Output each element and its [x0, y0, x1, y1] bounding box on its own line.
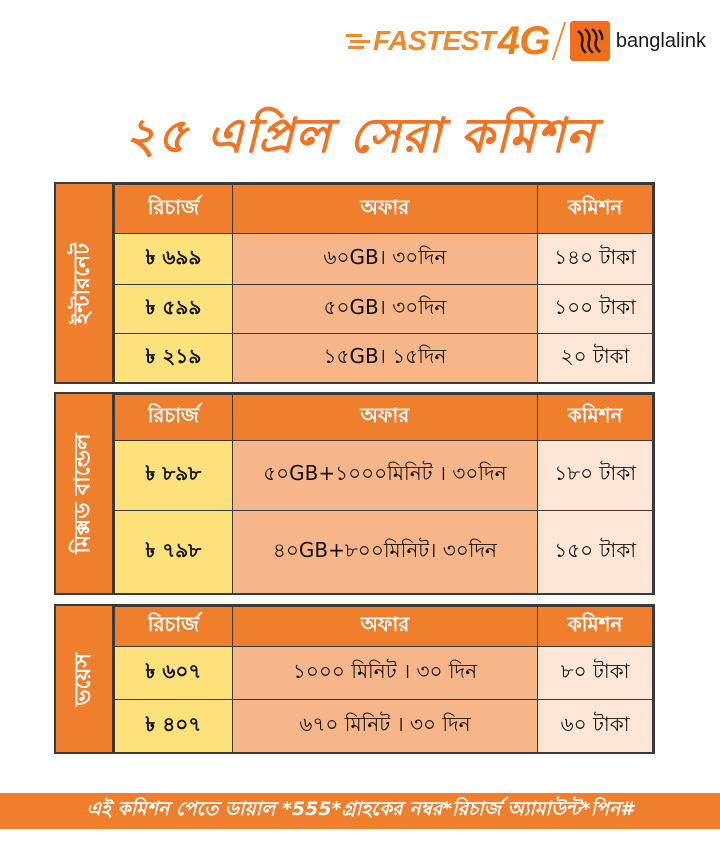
commission-cell: ২০ টাকা — [538, 334, 653, 383]
banglalink-tiger-stripes-logo — [570, 21, 610, 61]
dial-instruction-banner: এই কমিশন পেতে ডায়াল *555*গ্রাহকের নম্বর*রিচার্জ অ্যামাউন্ট*পিন# — [0, 793, 720, 829]
brand-name: banglalink — [615, 29, 706, 52]
recharge-cell: ৳ ৪০৭ — [115, 700, 233, 753]
column-header-commission: কমিশন — [538, 395, 653, 441]
column-header-commission: কমিশন — [538, 185, 653, 234]
column-header-offer: অফার — [232, 185, 537, 234]
section-label-cell — [56, 394, 114, 593]
column-header-recharge: রিচার্জ — [115, 395, 233, 441]
commission-cell: ১০০ টাকা — [538, 285, 653, 334]
table-row — [115, 647, 653, 700]
table-header-row — [115, 395, 653, 441]
fastest-text: FASTEST — [373, 25, 496, 56]
section-label: ভয়েস — [70, 652, 96, 706]
internet-section — [54, 182, 655, 384]
offer-cell: ৬০GB। ৩০দিন — [232, 234, 537, 285]
voice-section — [54, 604, 655, 754]
table-header-row — [115, 607, 653, 647]
page-title: ২৫ এপ্রিল সেরা কমিশন — [124, 108, 596, 164]
offer-cell: ১৫GB। ১৫দিন — [232, 334, 537, 383]
section-label-cell — [56, 184, 114, 382]
column-header-recharge: রিচার্জ — [115, 185, 233, 234]
commission-cell: ১৪০ টাকা — [538, 234, 653, 285]
table-row — [115, 234, 653, 285]
commission-cell: ৮০ টাকা — [538, 647, 653, 700]
recharge-cell: ৳ ৫৯৯ — [115, 285, 233, 334]
table-row — [115, 511, 653, 594]
offer-cell: ৫০GB। ৩০দিন — [232, 285, 537, 334]
offer-cell: ৫০GB+১০০০মিনিট । ৩০দিন — [232, 441, 538, 511]
table-row — [115, 700, 653, 753]
speed-lines-icon — [350, 40, 370, 43]
column-header-commission: কমিশন — [538, 607, 653, 647]
table-row — [115, 285, 653, 334]
mixed-bundle-table — [114, 394, 653, 594]
column-header-offer: অফার — [232, 607, 537, 647]
recharge-cell: ৳ ৬৯৯ — [115, 234, 233, 285]
commission-cell: ৬০ টাকা — [538, 700, 653, 753]
fastest-4g-logo — [350, 19, 550, 64]
divider — [552, 22, 566, 60]
recharge-cell: ৳ ৮৯৮ — [115, 441, 233, 511]
commission-cell: ১৮০ টাকা — [538, 441, 653, 511]
voice-table — [114, 606, 653, 753]
section-label: মিক্সড বান্ডেল — [70, 433, 96, 554]
table-header-row — [115, 185, 653, 234]
fourg-text: 4G — [497, 18, 550, 63]
recharge-cell: ৳ ৭৯৮ — [115, 511, 233, 594]
mixed-bundle-section — [54, 392, 655, 595]
offer-cell: ৪০GB+৮০০মিনিট। ৩০দিন — [232, 511, 538, 594]
offer-cell: ৬৭০ মিনিট । ৩০ দিন — [232, 700, 537, 753]
section-label: ইন্টারনেট — [70, 242, 96, 324]
internet-table — [114, 184, 653, 383]
section-label-cell — [56, 606, 114, 752]
header — [350, 14, 706, 68]
commission-cell: ১৫০ টাকা — [538, 511, 653, 594]
column-header-recharge: রিচার্জ — [115, 607, 233, 647]
column-header-offer: অফার — [232, 395, 538, 441]
recharge-cell: ৳ ২১৯ — [115, 334, 233, 383]
recharge-cell: ৳ ৬০৭ — [115, 647, 233, 700]
table-row — [115, 334, 653, 383]
offer-cell: ১০০০ মিনিট । ৩০ দিন — [232, 647, 537, 700]
table-row — [115, 441, 653, 511]
